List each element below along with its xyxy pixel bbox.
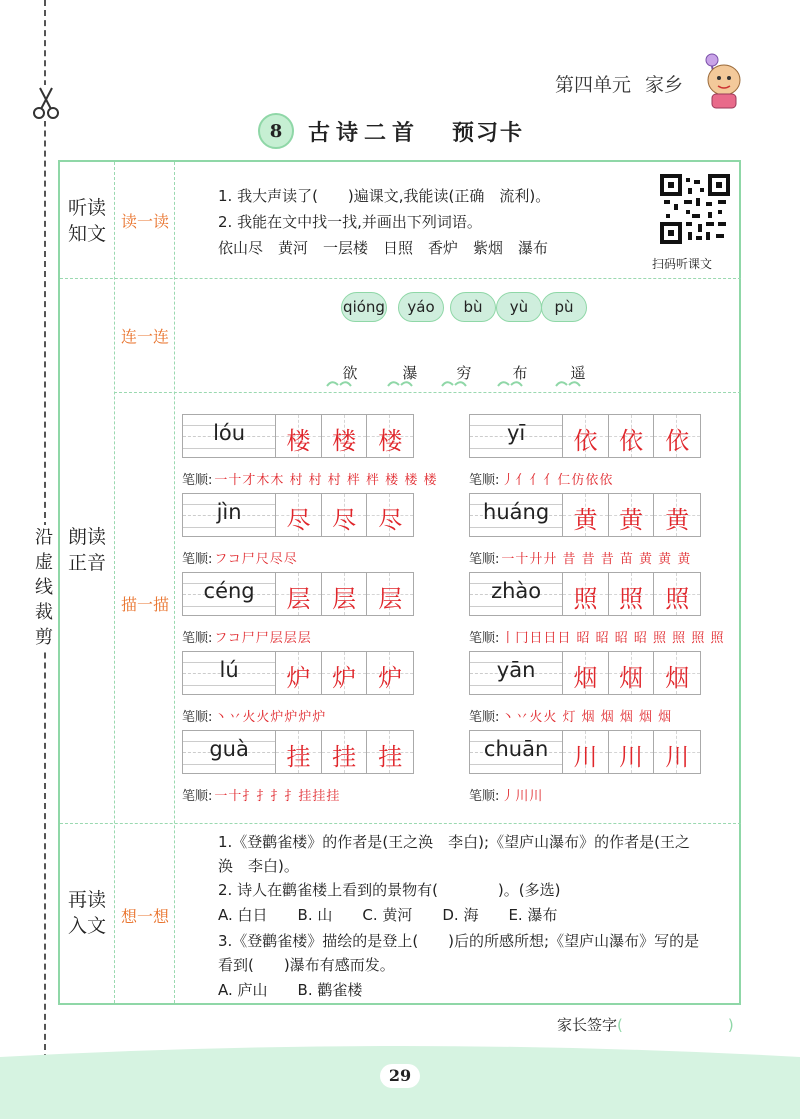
trace-cell[interactable]: 炉 [276, 652, 322, 694]
trace-cell[interactable]: 挂 [322, 731, 368, 773]
trace-cell[interactable]: 照 [654, 573, 700, 615]
pinyin: jìn [216, 500, 242, 524]
match-char[interactable]: 瀑 [402, 364, 418, 382]
word-list: 依山尽 黄河 一层楼 日照 香炉 紫烟 瀑布 [218, 239, 549, 257]
trace-cell[interactable]: 挂 [367, 731, 413, 773]
qr-caption: 扫码听课文 [652, 257, 713, 271]
options-line: A. 庐山 B. 鹳雀楼 [218, 981, 363, 999]
stroke-order: 笔顺: 一十才木木 村 村 村 柈 柈 楼 楼 楼 [182, 473, 438, 488]
writing-box [182, 572, 414, 616]
stroke-order: 笔顺: 丶丷火火 灯 烟 烟 烟 烟 烟 [469, 710, 673, 725]
pinyin: céng [203, 579, 255, 603]
leaf-icon [497, 379, 523, 387]
trace-cell[interactable]: 层 [367, 573, 413, 615]
divider [114, 392, 741, 393]
writing-box [469, 493, 701, 537]
trace-cell[interactable]: 烟 [609, 652, 655, 694]
match-char[interactable]: 布 [512, 364, 528, 382]
lesson-name: 古诗二首 [308, 119, 421, 146]
card-type: 预习卡 [452, 120, 525, 146]
writing-box [182, 651, 414, 695]
divider [60, 278, 741, 279]
trace-cell[interactable]: 川 [654, 731, 700, 773]
pinyin: yān [496, 658, 536, 682]
divider [114, 162, 115, 1003]
trace-cell[interactable]: 依 [609, 415, 655, 457]
question-line: 3.《登鹳雀楼》描绘的是登上( )后的所感所想;《望庐山瀑布》写的是 [218, 932, 700, 950]
stroke-order: 笔顺: フコ尸尺尽尽 [182, 552, 298, 567]
pinyin: zhào [491, 579, 542, 603]
pinyin: guà [209, 737, 249, 761]
activity-think: 想一想 [120, 907, 169, 926]
writing-box [182, 730, 414, 774]
cut-instruction: 沿 虚 线 裁 剪 [30, 525, 58, 650]
trace-cell[interactable]: 黄 [563, 494, 609, 536]
writing-box [182, 414, 414, 458]
trace-cell[interactable]: 黄 [609, 494, 655, 536]
trace-cell[interactable]: 尽 [276, 494, 322, 536]
lesson-number: 8 [258, 113, 294, 149]
stroke-order: 笔顺: 一十扌扌扌扌挂挂挂 [182, 789, 341, 804]
unit-header [555, 70, 697, 97]
trace-cell[interactable]: 尽 [367, 494, 413, 536]
trace-cell[interactable]: 层 [322, 573, 368, 615]
question-line: 1.《登鹳雀楼》的作者是(王之涣 李白);《望庐山瀑布》的作者是(王之 [218, 833, 690, 851]
pinyin-bubble[interactable]: yáo [398, 292, 444, 322]
trace-cell[interactable]: 黄 [654, 494, 700, 536]
stroke-order: 笔顺: 丨冂日日日 昭 昭 昭 昭 照 照 照 照 [469, 631, 725, 646]
trace-cell[interactable]: 川 [609, 731, 655, 773]
trace-cell[interactable]: 尽 [322, 494, 368, 536]
pinyin-bubble[interactable]: yù [496, 292, 542, 322]
pinyin: lú [219, 658, 239, 682]
pinyin: lóu [213, 421, 246, 445]
scissors-icon [28, 85, 64, 121]
lesson-title [258, 114, 524, 148]
activity-read: 读一读 [120, 212, 169, 231]
writing-box [469, 414, 701, 458]
trace-cell[interactable]: 楼 [276, 415, 322, 457]
writing-box [469, 730, 701, 774]
leaf-icon [387, 379, 413, 387]
question-line: 涣 李白)。 [218, 857, 299, 875]
options-line: A. 白日 B. 山 C. 黄河 D. 海 E. 瀑布 [218, 906, 558, 924]
stroke-order: 笔顺: フコ尸尸层层层 [182, 631, 312, 646]
leaf-icon [441, 379, 467, 387]
question-line: 看到( )瀑布有感而发。 [218, 956, 395, 974]
pinyin-bubble[interactable]: qióng [341, 292, 387, 322]
stroke-order: 笔顺: 丿亻亻亻仁仿依依 [469, 473, 614, 488]
trace-cell[interactable]: 川 [563, 731, 609, 773]
unit-label: 第四单元 [555, 74, 632, 96]
divider [174, 162, 175, 1003]
q1-line: 1. 我大声读了( )遍课文,我能读(正确 流利)。 [218, 187, 551, 205]
trace-cell[interactable]: 炉 [367, 652, 413, 694]
trace-cell[interactable]: 照 [609, 573, 655, 615]
stroke-order: 笔顺: 一十廾廾 昔 昔 昔 苗 黄 黄 黄 [469, 552, 692, 567]
trace-cell[interactable]: 炉 [322, 652, 368, 694]
match-char[interactable]: 欲 [342, 364, 358, 382]
trace-cell[interactable]: 层 [276, 573, 322, 615]
activity-connect: 连一连 [120, 327, 169, 346]
writing-box [182, 493, 414, 537]
trace-cell[interactable]: 依 [563, 415, 609, 457]
page-number: 29 [380, 1064, 420, 1088]
parent-signature[interactable]: 家长签字( ) [557, 1016, 734, 1034]
match-char[interactable]: 穷 [456, 364, 472, 382]
pinyin: chuān [483, 737, 549, 761]
section-label-pronounce: 朗读 正音 [67, 526, 106, 574]
stroke-order: 笔顺: 丶丷火火炉炉炉炉 [182, 710, 327, 725]
trace-cell[interactable]: 楼 [367, 415, 413, 457]
section-label-listen: 听读 知文 [67, 197, 106, 245]
leaf-icon [555, 379, 581, 387]
pinyin-bubble[interactable]: pù [541, 292, 587, 322]
topic-label: 家乡 [645, 74, 684, 96]
match-char[interactable]: 遥 [570, 364, 586, 382]
pinyin: yī [506, 421, 526, 445]
section-label-reread: 再读 入文 [67, 889, 106, 937]
trace-cell[interactable]: 楼 [322, 415, 368, 457]
pinyin-bubble[interactable]: bù [450, 292, 496, 322]
q2-line: 2. 我能在文中找一找,并画出下列词语。 [218, 213, 482, 231]
writing-box [469, 572, 701, 616]
stroke-order: 笔顺: 丿川川 [469, 789, 544, 804]
qr-code-icon[interactable] [660, 174, 730, 244]
activity-trace: 描一描 [120, 595, 169, 614]
trace-cell[interactable]: 烟 [563, 652, 609, 694]
trace-cell[interactable]: 挂 [276, 731, 322, 773]
mascot-icon [698, 50, 746, 110]
preview-card [58, 160, 741, 1005]
pinyin: huáng [483, 500, 550, 524]
trace-cell[interactable]: 烟 [654, 652, 700, 694]
question-line: 2. 诗人在鹳雀楼上看到的景物有( )。(多选) [218, 881, 561, 899]
leaf-icon [326, 379, 352, 387]
writing-box [469, 651, 701, 695]
trace-cell[interactable]: 依 [654, 415, 700, 457]
divider [60, 823, 741, 824]
trace-cell[interactable]: 照 [563, 573, 609, 615]
